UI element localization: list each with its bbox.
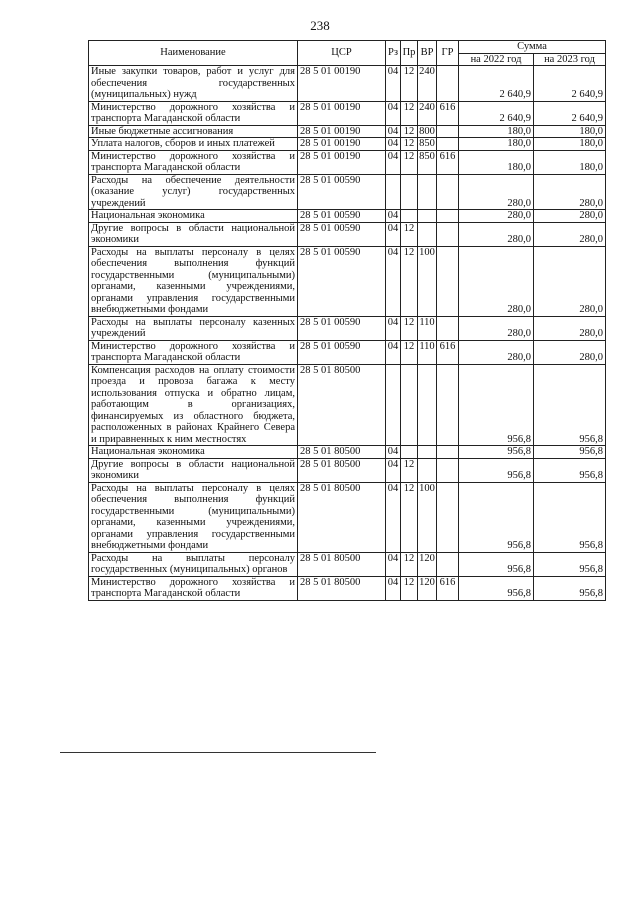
row-csr: 28 5 01 80500 [298, 364, 386, 446]
row-vr: 800 [419, 125, 435, 137]
row-csr: 28 5 01 00590 [298, 340, 386, 364]
row-pr: 12 [401, 150, 418, 174]
table-row [89, 576, 606, 600]
row-gr [437, 210, 459, 223]
row-name: Расходы на выплаты персоналу казенных учреждений [89, 316, 298, 340]
header-pr: Пр [401, 41, 418, 66]
row-vr: 240 [418, 101, 437, 125]
row-rz: 04 [386, 222, 401, 246]
row-pr: 12 [401, 458, 418, 482]
header-name: Наименование [89, 41, 298, 66]
row-sum-2022: 956,8 [459, 446, 534, 459]
row-pr [401, 446, 418, 459]
row-gr [437, 316, 459, 340]
row-gr [437, 138, 459, 151]
table-row [89, 210, 606, 223]
row-vr: 850 [419, 138, 435, 149]
row-csr: 28 5 01 00190 [298, 125, 386, 138]
row-pr: 12 [401, 482, 418, 552]
row-sum-2023: 2 640,9 [534, 101, 606, 125]
row-rz: 04 [386, 125, 401, 138]
row-sum-2022: 280,0 [459, 222, 534, 246]
row-gr [437, 482, 459, 552]
row-name: Национальная экономика [89, 210, 298, 223]
table-row [89, 125, 606, 138]
row-pr: 12 [401, 576, 418, 600]
header-sum: Сумма [459, 41, 606, 54]
row-gr [437, 174, 459, 210]
row-sum-2022: 956,8 [459, 552, 534, 576]
table-row [89, 222, 606, 246]
row-gr [437, 458, 459, 482]
row-gr [437, 66, 459, 102]
row-sum-2022: 956,8 [459, 364, 534, 446]
row-sum-2023: 180,0 [534, 138, 606, 151]
table-row [89, 458, 606, 482]
row-csr: 28 5 01 00590 [298, 246, 386, 316]
header-gr: ГР [437, 41, 459, 66]
row-pr [401, 364, 418, 446]
row-vr: 850 [418, 150, 437, 174]
row-sum-2023: 956,8 [534, 446, 606, 459]
row-vr [418, 174, 437, 210]
row-rz: 04 [386, 150, 401, 174]
row-sum-2023: 2 640,9 [534, 66, 606, 102]
row-gr [437, 246, 459, 316]
table-row [89, 138, 606, 151]
table-row [89, 174, 606, 210]
row-name: Расходы на выплаты персоналу в целях обеспечения выполнения функций государственными (муниципальными) органами, казенными учреждениями, органами управления государственными внебюджетными фондами [89, 482, 298, 552]
row-pr: 12 [401, 552, 418, 576]
row-vr: 240 [418, 66, 437, 102]
row-vr [418, 210, 437, 223]
row-sum-2023: 180,0 [534, 150, 606, 174]
row-sum-2023: 956,8 [534, 482, 606, 552]
row-rz [386, 364, 401, 446]
table-row [89, 552, 606, 576]
row-pr: 12 [401, 125, 418, 138]
row-sum-2022: 956,8 [459, 482, 534, 552]
row-gr [437, 552, 459, 576]
table-row [89, 340, 606, 364]
row-gr [437, 222, 459, 246]
row-sum-2022: 280,0 [459, 246, 534, 316]
row-sum-2022: 2 640,9 [459, 66, 534, 102]
row-rz: 04 [386, 246, 401, 316]
row-rz: 04 [386, 138, 401, 151]
header-year-2022: на 2022 год [459, 53, 534, 66]
row-sum-2022: 956,8 [459, 458, 534, 482]
row-gr [437, 446, 459, 459]
row-csr: 28 5 01 00590 [298, 174, 386, 210]
row-rz: 04 [386, 316, 401, 340]
row-rz: 04 [386, 576, 401, 600]
row-gr [437, 125, 459, 138]
row-sum-2023: 180,0 [534, 125, 606, 138]
row-rz: 04 [386, 446, 401, 459]
table-row [89, 66, 606, 102]
header-vr: ВР [418, 41, 437, 66]
row-vr [418, 222, 437, 246]
row-vr: 110 [418, 340, 437, 364]
row-sum-2022: 180,0 [459, 125, 534, 138]
row-vr [418, 364, 437, 446]
row-sum-2022: 180,0 [459, 138, 534, 151]
row-sum-2023: 280,0 [534, 222, 606, 246]
table-row [89, 446, 606, 459]
row-pr: 12 [401, 316, 418, 340]
row-name: Министерство дорожного хозяйства и транспорта Магаданской области [89, 340, 298, 364]
row-name: Министерство дорожного хозяйства и транспорта Магаданской области [89, 101, 298, 125]
table-row [89, 364, 606, 446]
row-name: Другие вопросы в области национальной экономики [89, 222, 298, 246]
row-sum-2022: 280,0 [459, 210, 534, 223]
row-sum-2023: 280,0 [534, 340, 606, 364]
row-pr: 12 [401, 340, 418, 364]
row-vr: 120 [418, 576, 437, 600]
table-row [89, 101, 606, 125]
row-rz [386, 174, 401, 210]
row-csr: 28 5 01 80500 [298, 576, 386, 600]
row-vr: 120 [418, 552, 437, 576]
table-row [89, 150, 606, 174]
row-name: Расходы на выплаты персоналу в целях обеспечения выполнения функций государственными (муниципальными) органами, казенными учреждениями, органами управления государственными внебюджетными фондами [89, 246, 298, 316]
row-sum-2023: 280,0 [534, 210, 606, 223]
row-name: Иные бюджетные ассигнования [89, 125, 298, 138]
row-vr: 100 [418, 482, 437, 552]
row-csr: 28 5 01 80500 [298, 552, 386, 576]
page-number: 238 [310, 18, 330, 33]
row-csr: 28 5 01 00190 [298, 138, 386, 151]
row-rz: 04 [386, 482, 401, 552]
row-vr [418, 446, 437, 459]
row-csr: 28 5 01 80500 [298, 446, 386, 459]
row-csr: 28 5 01 80500 [298, 458, 386, 482]
budget-table [88, 40, 606, 601]
row-sum-2022: 956,8 [459, 576, 534, 600]
row-rz: 04 [386, 210, 401, 223]
row-pr: 12 [401, 246, 418, 316]
row-csr: 28 5 01 00590 [298, 316, 386, 340]
header-year-2023: на 2023 год [534, 53, 606, 66]
row-sum-2022: 280,0 [459, 316, 534, 340]
table-row [89, 482, 606, 552]
row-csr: 28 5 01 80500 [298, 482, 386, 552]
row-name: Расходы на обеспечение деятельности (оказание услуг) государственных учреждений [89, 174, 298, 210]
row-name: Компенсация расходов на оплату стоимости проезда и провоза багажа к месту использования отпуска и обратно лицам, работающим в организациях, финансируемых из областного бюджета, расположенных в районах Крайнего Севера и приравненных к ним местностях [89, 364, 298, 446]
row-vr: 100 [418, 246, 437, 316]
row-name: Иные закупки товаров, работ и услуг для обеспечения государственных (муниципальных) нужд [89, 66, 298, 102]
row-csr: 28 5 01 00190 [298, 150, 386, 174]
table-row [89, 316, 606, 340]
row-csr: 28 5 01 00590 [298, 210, 386, 223]
row-pr [401, 210, 418, 223]
header-csr: ЦСР [298, 41, 386, 66]
row-name: Национальная экономика [89, 446, 298, 459]
row-sum-2022: 2 640,9 [459, 101, 534, 125]
row-rz: 04 [386, 552, 401, 576]
row-sum-2023: 280,0 [534, 316, 606, 340]
row-gr [437, 364, 459, 446]
row-gr: 616 [437, 576, 459, 600]
row-rz: 04 [386, 66, 401, 102]
row-name: Другие вопросы в области национальной экономики [89, 458, 298, 482]
row-sum-2023: 956,8 [534, 458, 606, 482]
footnote-rule [60, 752, 376, 753]
row-csr: 28 5 01 00590 [298, 222, 386, 246]
row-vr: 110 [418, 316, 437, 340]
row-csr: 28 5 01 00190 [298, 66, 386, 102]
header-rz: Рз [386, 41, 401, 66]
row-sum-2022: 180,0 [459, 150, 534, 174]
row-pr [401, 174, 418, 210]
row-pr: 12 [401, 101, 418, 125]
table-row [89, 246, 606, 316]
row-rz: 04 [386, 458, 401, 482]
row-gr: 616 [437, 340, 459, 364]
row-name: Министерство дорожного хозяйства и транспорта Магаданской области [89, 576, 298, 600]
row-sum-2023: 956,8 [534, 552, 606, 576]
row-sum-2023: 280,0 [534, 174, 606, 210]
row-name: Министерство дорожного хозяйства и транспорта Магаданской области [89, 150, 298, 174]
row-sum-2023: 280,0 [534, 246, 606, 316]
row-gr: 616 [437, 150, 459, 174]
row-sum-2022: 280,0 [459, 174, 534, 210]
row-rz: 04 [386, 340, 401, 364]
row-name: Расходы на выплаты персоналу государственных (муниципальных) органов [89, 552, 298, 576]
row-sum-2023: 956,8 [534, 364, 606, 446]
row-sum-2023: 956,8 [534, 576, 606, 600]
row-vr [418, 458, 437, 482]
row-pr: 12 [401, 222, 418, 246]
row-name: Уплата налогов, сборов и иных платежей [89, 138, 298, 151]
row-csr: 28 5 01 00190 [298, 101, 386, 125]
row-gr: 616 [437, 101, 459, 125]
row-pr: 12 [401, 138, 418, 151]
row-pr: 12 [401, 66, 418, 102]
row-rz: 04 [386, 101, 401, 125]
row-sum-2022: 280,0 [459, 340, 534, 364]
